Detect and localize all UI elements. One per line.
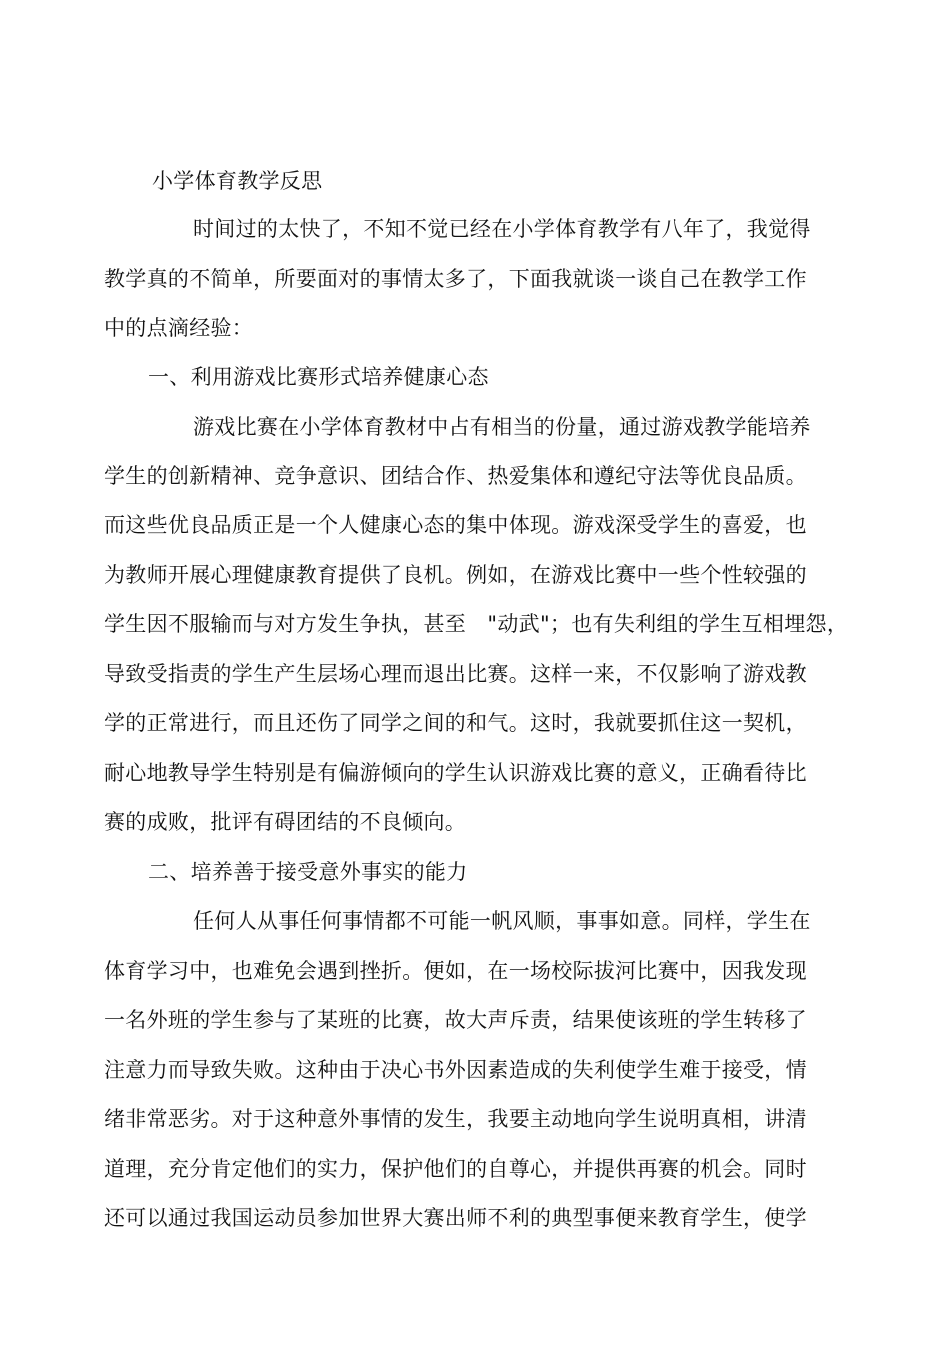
intro-line-2: 教学真的不简单，所要面对的事情太多了，下面我就谈一谈自己在教学工作 bbox=[104, 267, 807, 291]
section-1-line-2: 学生的创新精神、竞争意识、团结合作、热爱集体和遵纪守法等优良品质。 bbox=[104, 464, 807, 488]
section-1-line-3: 而这些优良品质正是一个人健康心态的集中体现。游戏深受学生的喜爱，也 bbox=[104, 513, 807, 537]
section-1-heading: 一、利用游戏比赛形式培养健康心态 bbox=[148, 365, 489, 389]
section-1-line-1: 游戏比赛在小学体育教材中占有相当的份量，通过游戏教学能培养 bbox=[193, 415, 811, 439]
section-1-line-5: 学生因不服输而与对方发生争执，甚至 "动武"；也有失利组的学生互相埋怨， bbox=[104, 612, 849, 636]
intro-line-1: 时间过的太快了，不知不觉已经在小学体育教学有八年了，我觉得 bbox=[193, 217, 811, 241]
section-1-line-8: 耐心地教导学生特别是有偏游倾向的学生认识游戏比赛的意义，正确看待比 bbox=[104, 761, 807, 785]
section-1-line-9: 赛的成败，批评有碍团结的不良倾向。 bbox=[104, 810, 467, 834]
section-1-line-4: 为教师开展心理健康教育提供了良机。例如，在游戏比赛中一些个性较强的 bbox=[104, 563, 807, 587]
section-2-line-1: 任何人从事任何事情都不可能一帆风顺，事事如意。同样，学生在 bbox=[193, 909, 811, 933]
section-2-heading: 二、培养善于接受意外事实的能力 bbox=[148, 860, 468, 884]
section-2-line-2: 体育学习中，也难免会遇到挫折。便如，在一场校际拔河比赛中，因我发现 bbox=[104, 959, 807, 983]
section-2-line-7: 还可以通过我国运动员参加世界大赛出师不利的典型事便来教育学生，使学 bbox=[104, 1206, 807, 1230]
document-title: 小学体育教学反思 bbox=[152, 169, 323, 193]
section-2-line-4: 注意力而导致失败。这种由于决心书外因素造成的失利使学生难于接受，情 bbox=[104, 1058, 807, 1082]
section-1-line-7: 学的正常进行，而且还伤了同学之间的和气。这时，我就要抓住这一契机， bbox=[104, 711, 807, 735]
section-1-line-6: 导致受指责的学生产生层场心理而退出比赛。这样一来，不仅影响了游戏教 bbox=[104, 662, 807, 686]
intro-line-3: 中的点滴经验： bbox=[104, 316, 254, 340]
section-2-line-3: 一名外班的学生参与了某班的比赛，故大声斥责，结果使该班的学生转移了 bbox=[104, 1008, 807, 1032]
section-2-line-5: 绪非常恶劣。对于这种意外事情的发生，我要主动地向学生说明真相，讲清 bbox=[104, 1107, 807, 1131]
section-2-line-6: 道理，充分肯定他们的实力，保护他们的自尊心，并提供再赛的机会。同时 bbox=[104, 1157, 807, 1181]
